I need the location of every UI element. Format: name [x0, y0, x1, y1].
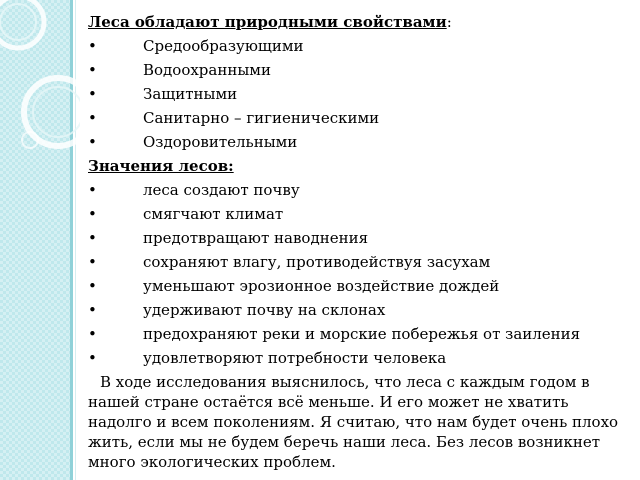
list-item: [88, 130, 633, 154]
bullet-icon: •: [88, 61, 97, 79]
list-item: [88, 346, 633, 370]
list-item: [88, 178, 633, 202]
list-item-text: Санитарно – гигиеническими: [143, 109, 380, 127]
bullet-icon: •: [88, 133, 97, 151]
bullet-icon: •: [88, 229, 97, 247]
list-item-text: Водоохранными: [143, 61, 271, 79]
bullet-icon: •: [88, 205, 97, 223]
bullet-icon: •: [88, 301, 97, 319]
list-item-text: леса создают почву: [143, 181, 300, 199]
list-item-text: предотвращают наводнения: [143, 229, 369, 247]
list-item-text: смягчают климат: [143, 205, 284, 223]
bullet-icon: •: [88, 85, 97, 103]
list-item: [88, 58, 633, 82]
list-item-text: уменьшают эрозионное воздействие дождей: [143, 277, 500, 295]
significance-heading: Значения лесов:: [88, 157, 234, 175]
list-item: [88, 106, 633, 130]
list-item-text: Средообразующими: [143, 37, 304, 55]
properties-list: [88, 34, 633, 154]
list-item-text: Оздоровительными: [143, 133, 298, 151]
list-item-text: сохраняют влагу, противодействуя засухам: [143, 253, 491, 271]
list-item: [88, 322, 633, 346]
list-item: [88, 298, 633, 322]
list-item: [88, 226, 633, 250]
bullet-icon: •: [88, 37, 97, 55]
bullet-icon: •: [88, 109, 97, 127]
list-item: [88, 82, 633, 106]
list-item: [88, 250, 633, 274]
list-item-text: удерживают почву на склонах: [143, 301, 386, 319]
bullet-icon: •: [88, 325, 97, 343]
list-item-text: Защитными: [143, 85, 238, 103]
text-content: [88, 10, 633, 472]
list-item: [88, 274, 633, 298]
bullet-icon: •: [88, 349, 97, 367]
list-item: [88, 34, 633, 58]
list-item-text: удовлетворяют потребности человека: [143, 349, 447, 367]
properties-heading: Леса обладают природными свойствами:: [88, 13, 452, 31]
conclusion-paragraph: В ходе исследования выяснилось, что леса с каждым годом в нашей стране остаётся всё меньше. И его может не хватить надолго и всем поколениям. Я считаю, что нам будет очень плохо жить, если мы не будем беречь наши леса. Без лесов возникнет много экологических проблем.: [88, 373, 619, 471]
bullet-icon: •: [88, 181, 97, 199]
significance-list: [88, 178, 633, 370]
decorative-circles-icon: [0, 0, 80, 200]
bullet-icon: •: [88, 277, 97, 295]
list-item-text: предохраняют реки и морские побережья от заиления: [143, 325, 581, 343]
list-item: [88, 202, 633, 226]
bullet-icon: •: [88, 253, 97, 271]
